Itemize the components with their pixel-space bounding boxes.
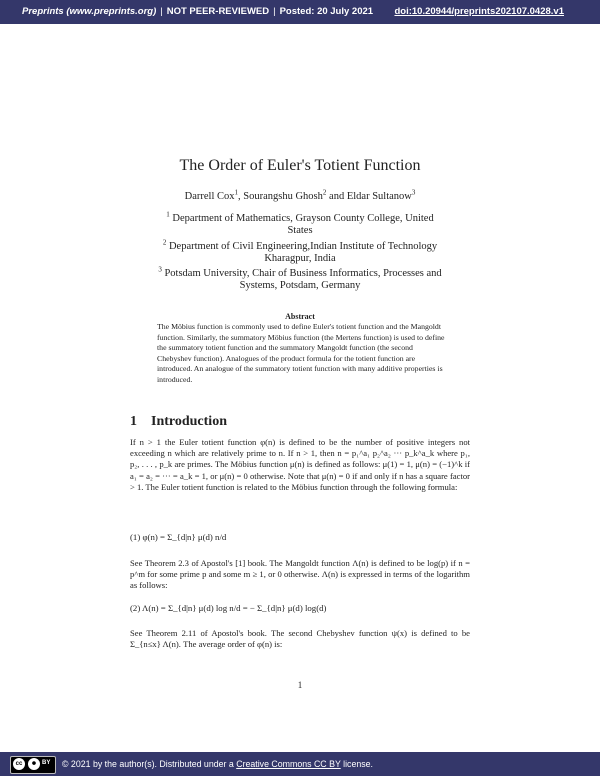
author-mark: 2 <box>322 188 327 197</box>
posted-date: Posted: 20 July 2021 <box>279 6 374 17</box>
body-paragraph: See Theorem 2.11 of Apostol's book. The second Chebyshev function ψ(x) is defined to be Σ_{n≤x} Λ(n). The average order of φ(n) is: <box>130 628 470 650</box>
affiliation-line: Kharagpur, India <box>264 253 336 264</box>
author-list <box>130 188 470 202</box>
preprints-link[interactable]: Preprints (www.preprints.org) <box>22 6 157 17</box>
paper-title: The Order of Euler's Totient Function <box>179 157 421 174</box>
affiliation <box>130 210 470 237</box>
equation: (2) Λ(n) = Σ_{d|n} μ(d) log n/d = − Σ_{d|n} μ(d) log(d) <box>130 603 327 613</box>
affiliation-mark: 3 <box>158 265 162 274</box>
section-number: 1 <box>130 414 137 429</box>
header-info: Preprints (www.preprints.org) | NOT PEER-REVIEWED | Posted: 20 July 2021 <box>22 6 374 17</box>
peer-review-status: NOT PEER-REVIEWED <box>166 6 270 17</box>
equation: (1) φ(n) = Σ_{d|n} μ(d) n/d <box>130 532 227 542</box>
affiliation-line: Potsdam University, Chair of Business Informatics, Processes and <box>164 268 442 279</box>
page-number: 1 <box>297 680 303 690</box>
affiliation-line: Department of Mathematics, Grayson County College, United <box>172 213 434 224</box>
license-link[interactable]: Creative Commons CC BY <box>236 759 341 769</box>
affiliation <box>130 265 470 292</box>
author-mark: 3 <box>411 188 416 197</box>
license-suffix: license. <box>340 759 373 769</box>
affiliation-line: Systems, Potsdam, Germany <box>239 280 361 291</box>
affiliation-line: Department of Civil Engineering,Indian Institute of Technology <box>168 241 438 252</box>
abstract-heading: Abstract <box>285 312 315 321</box>
author-separator: , <box>238 191 244 202</box>
author-name: Sourangshu Ghosh <box>243 191 323 202</box>
body-paragraph: If n > 1 the Euler totient function φ(n) is defined to be the number of positive integers not exceeding n which are relatively prime to n. If n > 1, then n = p₁^a₁ p₂^a₂ ··· p_k^a_k where p₁, p₂, . . . , p_k are primes. The Möbius function μ(n) is defined as follows: μ(1) = 1, μ(n) = (−1)^k if a₁ = a₂ = ··· = a_k = 1, or μ(n) = 0 otherwise. Note that μ(n) = 0 if and only if n has a square factor > 1. The Euler totient function is related to the Möbius function through the following formula: <box>130 437 470 492</box>
license-text <box>62 759 373 769</box>
cc-by-icon[interactable]: cc ⚫ BY <box>10 756 56 774</box>
abstract-text: The Möbius function is commonly used to define Euler's totient function and the Mangoldt function. Similarly, the summatory Möbius function (the Mertens function) is used to define the summatory totient function and the summatory Mangoldt function (the second Chebyshev function). Analogues of the product formula for the totient function are introduced. An analogue of the summatory totient function with many additive properties is introduced. <box>157 322 445 384</box>
author-name: Darrell Cox <box>184 191 235 202</box>
affiliation-mark: 2 <box>162 238 167 247</box>
affiliation-line: States <box>287 225 313 236</box>
affiliation <box>130 238 470 265</box>
body-paragraph: See Theorem 2.3 of Apostol's [1] book. The Mangoldt function Λ(n) is defined to be log(p) if n = p^m for some prime p and some m ≥ 1, or 0 otherwise. Λ(n) is expressed in terms of the logarithm as follows: <box>130 558 470 591</box>
section-title: Introduction <box>151 414 227 429</box>
author-name: Eldar Sultanow <box>346 191 412 202</box>
author-conjunction: and <box>326 191 347 202</box>
preprint-header-bar <box>0 0 600 24</box>
affiliation-mark: 1 <box>166 210 170 219</box>
author-mark: 1 <box>234 188 239 197</box>
license-footer-bar <box>0 752 600 776</box>
doi-link[interactable]: doi:10.20944/preprints202107.0428.v1 <box>394 6 564 17</box>
section-heading <box>130 414 227 430</box>
copyright-text: © 2021 by the author(s). Distributed under a <box>62 759 237 769</box>
